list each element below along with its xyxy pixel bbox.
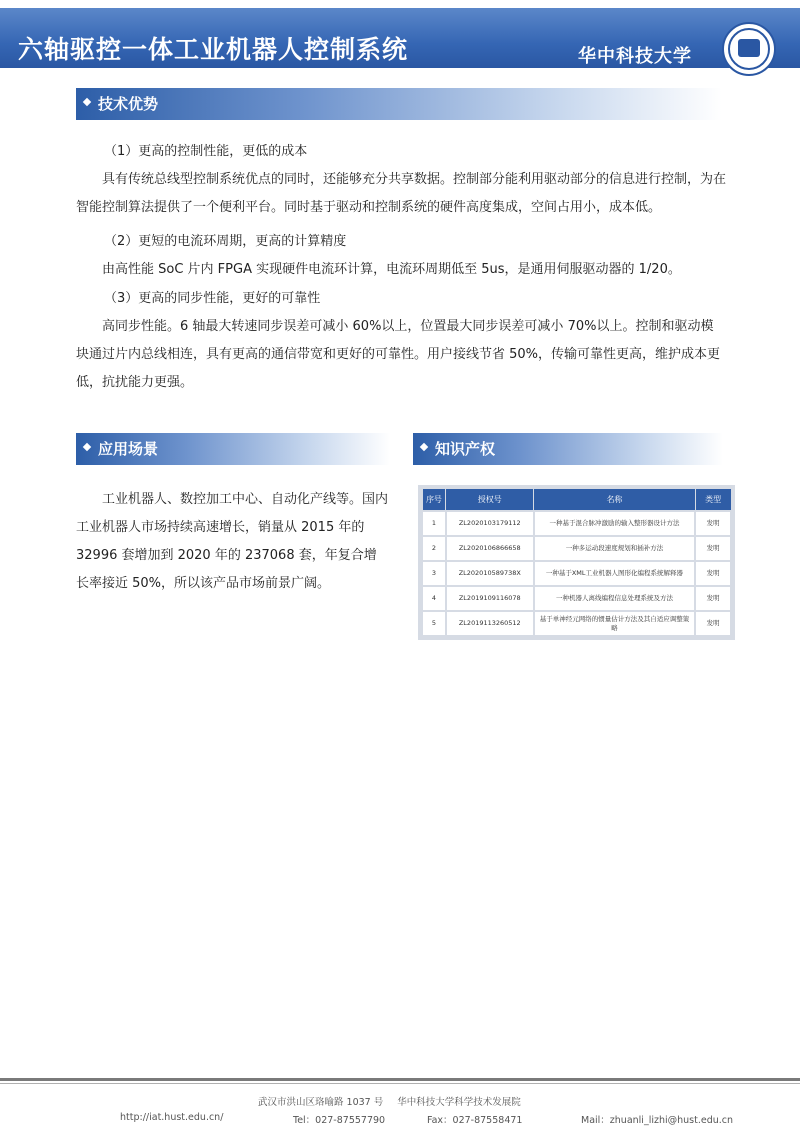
cell-name: 一种基于XML工业机器人图形化编程系统解释器	[534, 561, 696, 586]
university-name: 华中科技大学	[578, 46, 692, 67]
diamond-bullet-icon	[83, 98, 91, 106]
cell-index: 2	[422, 536, 446, 561]
footer-institute: 华中科技大学科学技术发展院	[397, 1097, 521, 1108]
cell-index: 5	[422, 611, 446, 636]
page-footer	[0, 1085, 800, 1131]
footer-divider	[0, 1078, 800, 1081]
cell-type: 发明	[695, 561, 731, 586]
application-body: 工业机器人、数控加工中心、自动化产线等。国内工业机器人市场持续高速增长，销量从 2015 年的 32996 套增加到 2020 年的 237068 套，年复合增长率接近 50%，所以该产品市场前景广阔。	[76, 492, 389, 591]
column-header-patent-number: 授权号	[446, 489, 534, 512]
table-row	[422, 536, 731, 561]
footer-mail-link[interactable]: Mail：zhuanli_lizhi@hust.edu.cn	[581, 1115, 734, 1126]
footer-website-link[interactable]: http://iat.hust.edu.cn/	[120, 1112, 224, 1123]
cell-type: 发明	[695, 611, 731, 636]
section-title-ip: 知识产权	[435, 440, 496, 458]
cell-name: 一种基于混合脉冲激励的输入整形器设计方法	[534, 511, 696, 536]
footer-tel: Tel：027-87557790	[293, 1115, 386, 1126]
tech-item-3-body: 高同步性能。6 轴最大转速同步误差可减小 60%以上，位置最大同步误差可减小 70%以上。控制和驱动模块通过片内总线相连，具有更高的通信带宽和更好的可靠性。用户接线节省 50%，传输可靠性更高，维护成本更低，抗扰能力更强。	[76, 319, 721, 390]
tech-item-2-heading: （2）更短的电流环周期，更高的计算精度	[104, 234, 347, 249]
footer-address: 武汉市洪山区珞喻路 1037 号	[258, 1097, 384, 1108]
section-title-application: 应用场景	[98, 440, 159, 458]
university-logo-icon	[722, 22, 776, 76]
cell-name: 基于单神经元网络的惯量估计方法及其自适应调整策略	[534, 611, 696, 636]
table-row	[422, 561, 731, 586]
cell-index: 3	[422, 561, 446, 586]
column-header-type: 类型	[695, 489, 731, 512]
cell-name: 一种机器人离线编程信息处理系统及方法	[534, 586, 696, 611]
tech-item-1-heading: （1）更高的控制性能，更低的成本	[104, 144, 308, 159]
cell-index: 1	[422, 511, 446, 536]
diamond-bullet-icon	[83, 443, 91, 451]
cell-type: 发明	[695, 586, 731, 611]
section-header-ip	[413, 433, 723, 465]
diamond-bullet-icon	[420, 443, 428, 451]
cell-patent-number: ZL202010589738X	[446, 561, 534, 586]
column-header-index: 序号	[422, 489, 446, 512]
tech-item-1-body: 具有传统总线型控制系统优点的同时，还能够充分共享数据。控制部分能利用驱动部分的信息进行控制，为在智能控制算法提供了一个便利平台。同时基于驱动和控制系统的硬件高度集成，空间占用小，成本低。	[76, 172, 727, 215]
cell-index: 4	[422, 586, 446, 611]
tech-item-3-heading: （3）更高的同步性能，更好的可靠性	[104, 291, 321, 306]
section-header-tech	[76, 88, 722, 120]
table-header-row	[422, 489, 731, 512]
table-row	[422, 611, 731, 636]
column-header-name: 名称	[534, 489, 696, 512]
page-title: 六轴驱控一体工业机器人控制系统	[18, 35, 409, 64]
table-row	[422, 586, 731, 611]
page-header	[0, 8, 800, 68]
cell-patent-number: ZL2019109116078	[446, 586, 534, 611]
cell-name: 一种多运动段速度规划和插补方法	[534, 536, 696, 561]
footer-fax: Fax：027-87558471	[427, 1115, 523, 1126]
table-row	[422, 511, 731, 536]
cell-type: 发明	[695, 536, 731, 561]
section-header-application	[76, 433, 390, 465]
cell-type: 发明	[695, 511, 731, 536]
section-title-tech: 技术优势	[98, 95, 159, 113]
cell-patent-number: ZL2020103179112	[446, 511, 534, 536]
cell-patent-number: ZL2019113260512	[446, 611, 534, 636]
patent-table	[421, 488, 732, 637]
footer-divider-thin	[0, 1083, 800, 1084]
cell-patent-number: ZL2020106866658	[446, 536, 534, 561]
tech-item-2-body: 由高性能 SoC 片内 FPGA 实现硬件电流环计算，电流环周期低至 5us，是通用伺服驱动器的 1/20。	[102, 262, 681, 277]
